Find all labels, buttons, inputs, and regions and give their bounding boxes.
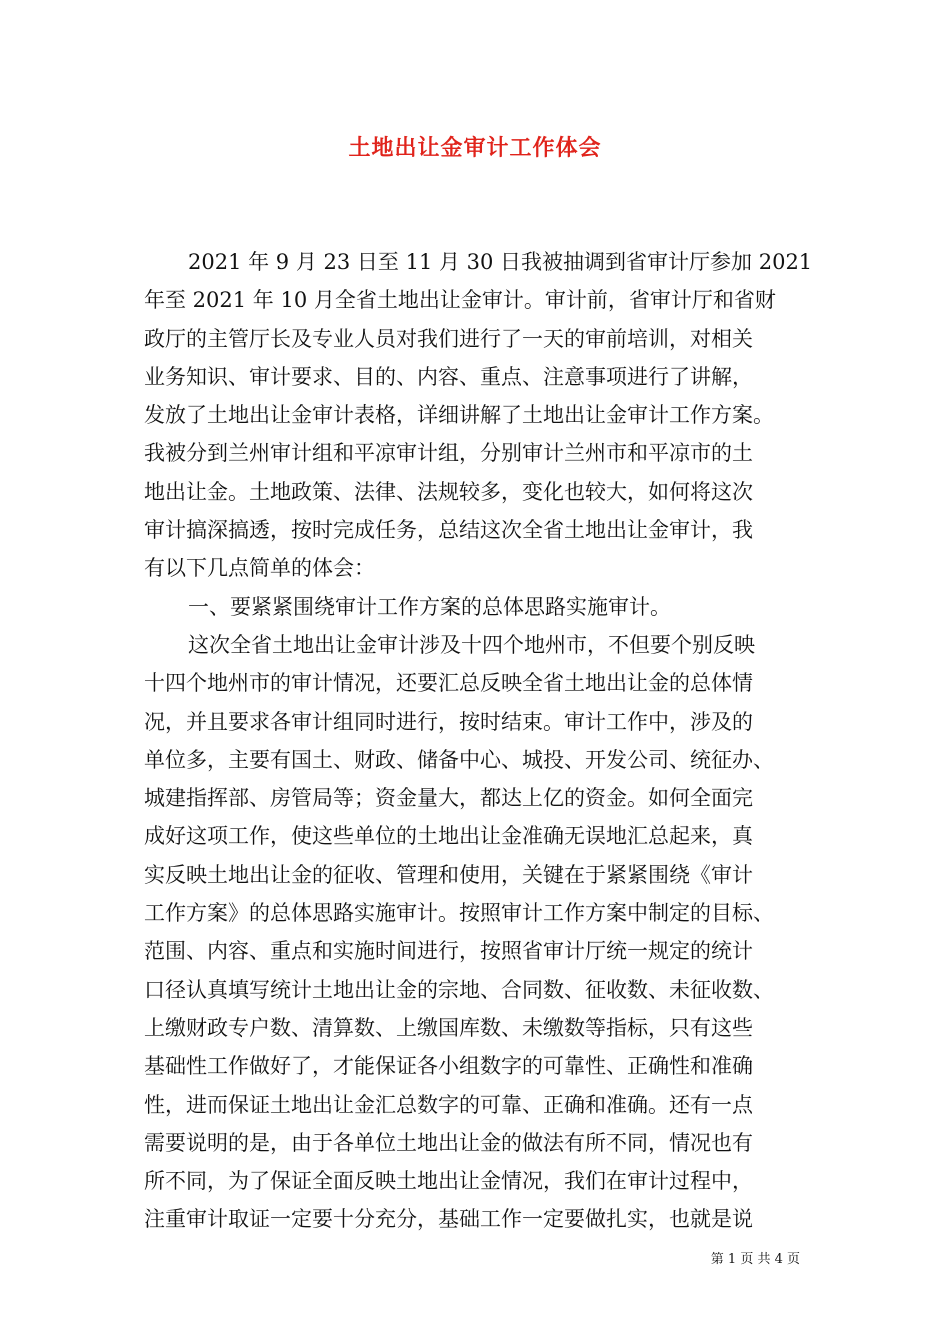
text-line: 基础性工作做好了，才能保证各小组数字的可靠性、正确性和准确 <box>144 1054 753 1079</box>
text-line: 成好这项工作，使这些单位的土地出让金准确无误地汇总起来，真 <box>144 824 753 849</box>
text-line: 审计搞深搞透，按时完成任务，总结这次全省土地出让金审计，我 <box>144 518 753 543</box>
document-body <box>144 243 813 1239</box>
text-line: 十四个地州市的审计情况，还要汇总反映全省土地出让金的总体情 <box>144 671 753 696</box>
text-line: 我被分到兰州审计组和平凉审计组，分别审计兰州市和平凉市的土 <box>144 441 753 466</box>
document-title: 土地出让金审计工作体会 <box>348 135 602 161</box>
text-line: 工作方案》的总体思路实施审计。按照审计工作方案中制定的目标、 <box>144 901 774 926</box>
text-line: 有以下几点简单的体会： <box>144 556 375 581</box>
text-line: 这次全省土地出让金审计涉及十四个地州市，不但要个别反映 <box>188 632 755 657</box>
text-line: 地出让金。土地政策、法律、法规较多，变化也较大，如何将这次 <box>144 479 753 504</box>
text-line: 政厅的主管厅长及专业人员对我们进行了一天的审前培训，对相关 <box>144 326 753 351</box>
text-line: 况，并且要求各审计组同时进行，按时结束。审计工作中，涉及的 <box>144 709 753 734</box>
text-line: 范围、内容、重点和实施时间进行，按照省审计厅统一规定的统计 <box>144 939 753 964</box>
text-line: 需要说明的是，由于各单位土地出让金的做法有所不同，情况也有 <box>144 1130 753 1155</box>
text-line: 单位多，主要有国土、财政、储备中心、城投、开发公司、统征办、 <box>144 747 774 772</box>
text-line: 城建指挥部、房管局等；资金量大，都达上亿的资金。如何全面完 <box>144 786 753 811</box>
text-line: 所不同，为了保证全面反映土地出让金情况，我们在审计过程中， <box>144 1169 753 1194</box>
text-line: 注重审计取证一定要十分充分，基础工作一定要做扎实，也就是说 <box>144 1207 753 1232</box>
text-line: 2021 年 9 月 23 日至 11 月 30 日我被抽调到省审计厅参加 2021 <box>188 250 813 274</box>
text-line: 一、要紧紧围绕审计工作方案的总体思路实施审计。 <box>188 594 671 619</box>
text-line: 上缴财政专户数、清算数、上缴国库数、未缴数等指标，只有这些 <box>144 1015 753 1040</box>
text-line: 年至 2021 年 10 月全省土地出让金审计。审计前，省审计厅和省财 <box>144 288 776 313</box>
text-line: 实反映土地出让金的征收、管理和使用，关键在于紧紧围绕《审计 <box>144 862 753 887</box>
page-number-footer: 第 1 页 共 4 页 <box>710 1252 800 1267</box>
text-line: 发放了土地出让金审计表格，详细讲解了土地出让金审计工作方案。 <box>144 403 774 428</box>
text-line: 性，进而保证土地出让金汇总数字的可靠、正确和准确。还有一点 <box>144 1092 753 1117</box>
text-line: 口径认真填写统计土地出让金的宗地、合同数、征收数、未征收数、 <box>144 977 774 1002</box>
text-line: 业务知识、审计要求、目的、内容、重点、注意事项进行了讲解， <box>144 364 753 389</box>
